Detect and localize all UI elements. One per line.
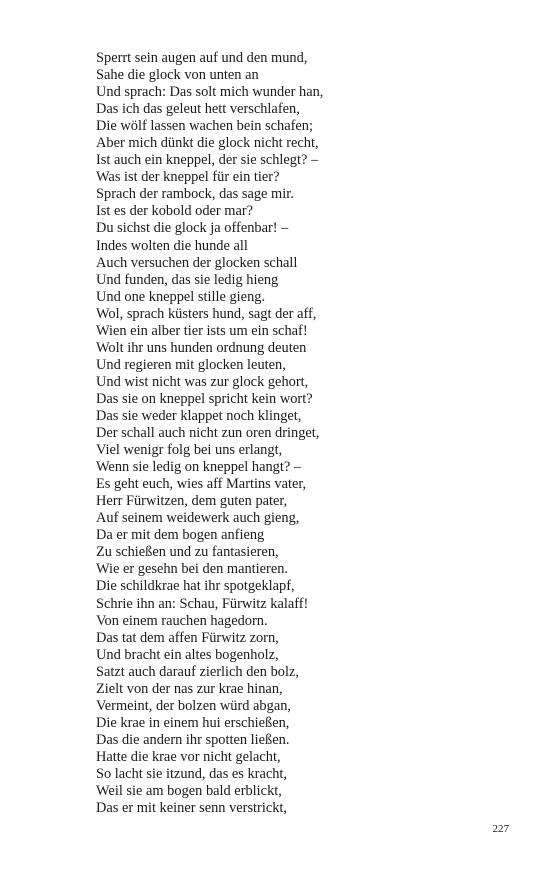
- poem-line: Die wölf lassen wachen bein schafen;: [96, 118, 313, 135]
- poem-line: Ist auch ein kneppel, der sie schlegt? –: [96, 152, 319, 169]
- poem-line: Wenn sie ledig on kneppel hangt? –: [96, 459, 302, 476]
- poem-line: Indes wolten die hunde all: [96, 237, 248, 254]
- page-number: 227: [492, 823, 509, 835]
- poem-line: Schrie ihn an: Schau, Fürwitz kalaff!: [96, 595, 309, 612]
- poem-line: Das tat dem affen Fürwitz zorn,: [96, 629, 279, 646]
- poem-line: Die krae in einem hui erschießen,: [96, 714, 290, 731]
- poem-line: Hatte die krae vor nicht gelacht,: [96, 748, 281, 765]
- poem-line: Und funden, das sie ledig hieng: [96, 271, 279, 288]
- poem-line: Du sichst die glock ja offenbar! –: [96, 220, 289, 237]
- poem-line: Und sprach: Das solt mich wunder han,: [96, 84, 324, 101]
- poem-line: Wie er gesehn bei den mantieren.: [96, 561, 289, 578]
- poem-line: Vermeint, der bolzen würd abgan,: [96, 697, 292, 714]
- poem-line: Und regieren mit glocken leuten,: [96, 356, 286, 373]
- poem-line: Zielt von der nas zur krae hinan,: [96, 680, 283, 697]
- poem-line: Das sie weder klappet noch klinget,: [96, 407, 302, 424]
- poem-text: [96, 50, 516, 817]
- poem-line: Sahe die glock von unten an: [96, 67, 259, 84]
- poem-line: Da er mit dem bogen anfieng: [96, 527, 265, 544]
- poem-line: Das die andern ihr spotten ließen.: [96, 731, 290, 748]
- poem-line: Zu schießen und zu fantasieren,: [96, 544, 279, 561]
- poem-line: Auch versuchen der glocken schall: [96, 254, 298, 271]
- poem-line: Ist es der kobold oder mar?: [96, 203, 254, 220]
- poem-line: Wien ein alber tier ists um ein schaf!: [96, 322, 308, 339]
- poem-line: Der schall auch nicht zun oren dringet,: [96, 425, 320, 442]
- poem-line: Wol, sprach küsters hund, sagt der aff,: [96, 305, 317, 322]
- poem-line: Das sie on kneppel spricht kein wort?: [96, 390, 313, 407]
- poem-line: Es geht euch, wies aff Martins vater,: [96, 476, 307, 493]
- poem-line: Satzt auch darauf zierlich den bolz,: [96, 663, 299, 680]
- poem-line: Weil sie am bogen bald erblickt,: [96, 783, 282, 800]
- poem-line: Aber mich dünkt die glock nicht recht,: [96, 135, 319, 152]
- poem-line: Was ist der kneppel für ein tier?: [96, 169, 280, 186]
- poem-line: Die schildkrae hat ihr spotgeklapf,: [96, 578, 295, 595]
- poem-line: Von einem rauchen hagedorn.: [96, 612, 268, 629]
- poem-line: Und wist nicht was zur glock gehort,: [96, 373, 309, 390]
- poem-line: Das ich das geleut hett verschlafen,: [96, 101, 300, 118]
- poem-line: Herr Fürwitzen, dem guten pater,: [96, 493, 288, 510]
- poem-line: Viel wenigr folg bei uns erlangt,: [96, 442, 283, 459]
- poem-line: Und one kneppel stille gieng.: [96, 288, 266, 305]
- poem-line: Auf seinem weidewerk auch gieng,: [96, 510, 300, 527]
- poem-line: So lacht sie itzund, das es kracht,: [96, 765, 288, 782]
- poem-line: Sprach der rambock, das sage mir.: [96, 186, 294, 203]
- poem-line: Das er mit keiner senn verstrickt,: [96, 800, 288, 817]
- poem-line: Sperrt sein augen auf und den mund,: [96, 50, 308, 66]
- poem-line: Und bracht ein altes bogenholz,: [96, 646, 279, 663]
- poem-line: Wolt ihr uns hunden ordnung deuten: [96, 339, 307, 356]
